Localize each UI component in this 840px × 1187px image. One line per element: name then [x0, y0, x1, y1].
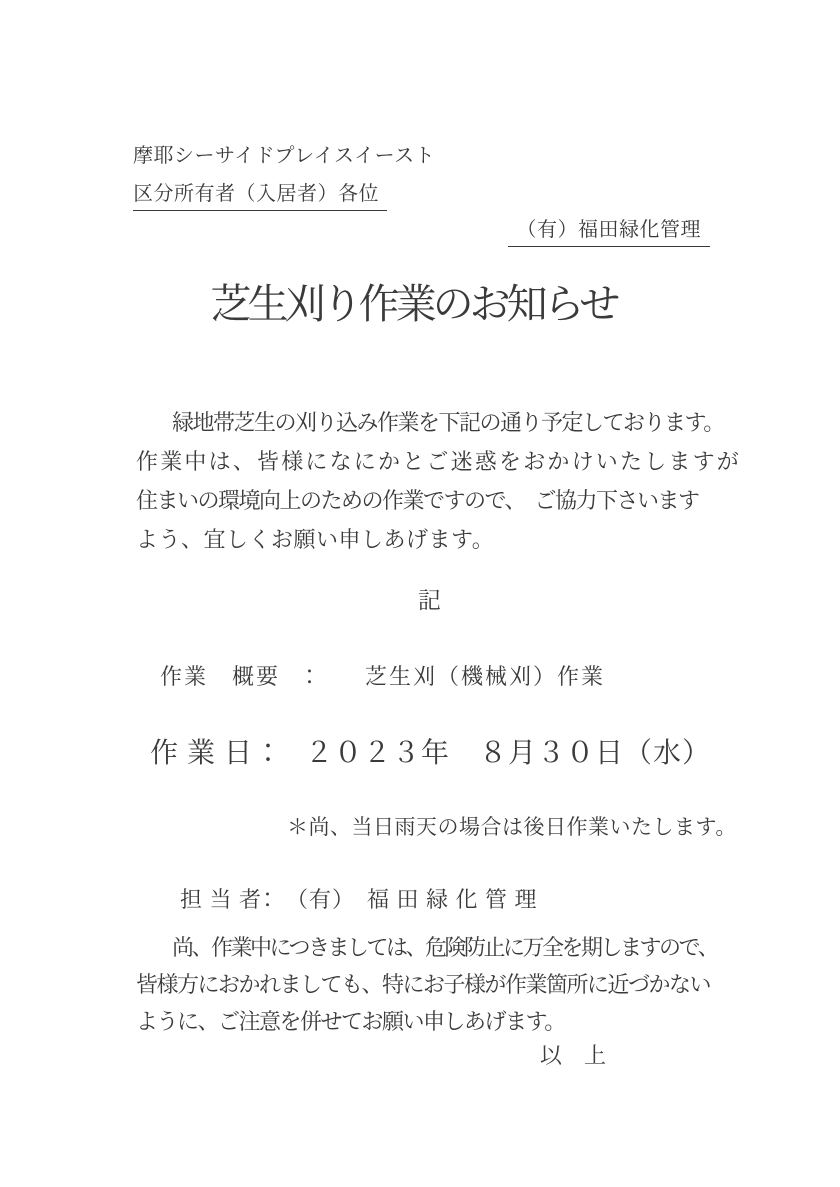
caution-line-1: 尚、作業中につきましては、危険防止に万全を期しますので、	[172, 935, 718, 960]
recipient-building: 摩耶シーサイドプレイスイースト	[133, 145, 436, 167]
intro-paragraph	[136, 403, 740, 559]
caution-line-2: 皆様方におかれましても、特にお子様が作業箇所に近づかない	[136, 972, 711, 997]
caution-line-3: ように、ご注意を併せてお願い申しあげます。	[136, 1009, 565, 1034]
rain-note: ＊尚、当日雨天の場合は後日作業いたします。	[287, 815, 737, 839]
sender-row	[133, 217, 740, 247]
work-date-line: 作 業 日 ： ２０２３年 ８月３０日（水）	[150, 738, 712, 769]
closing-phrase: 以 上	[540, 1043, 607, 1068]
recipient-salutation-row	[133, 181, 740, 211]
work-overview-line: 作業 概要 ： 芝生刈（機械刈）作業	[160, 664, 606, 689]
record-marker: 記	[418, 588, 443, 613]
sender-name: （有）福田緑化管理	[508, 217, 711, 247]
document-title: 芝生刈り作業のお知らせ	[210, 281, 617, 327]
intro-line-1: 緑地帯芝生の刈り込み作業を下記の通り予定しております。	[172, 410, 724, 435]
recipient-salutation: 区分所有者（入居者）各位	[133, 181, 387, 211]
caution-paragraph	[136, 929, 740, 1040]
intro-line-3: 住まいの環境向上のための作業ですので、 ご協力下さいます	[136, 488, 699, 513]
staff-line: 担 当 者： （有） 福 田 緑 化 管 理	[180, 887, 538, 912]
intro-line-4: よう、宜しくお願い申しあげます。	[136, 527, 495, 552]
intro-line-2: 作業中は、皆様になにかとご迷惑をおかけいたしますが	[136, 449, 742, 474]
